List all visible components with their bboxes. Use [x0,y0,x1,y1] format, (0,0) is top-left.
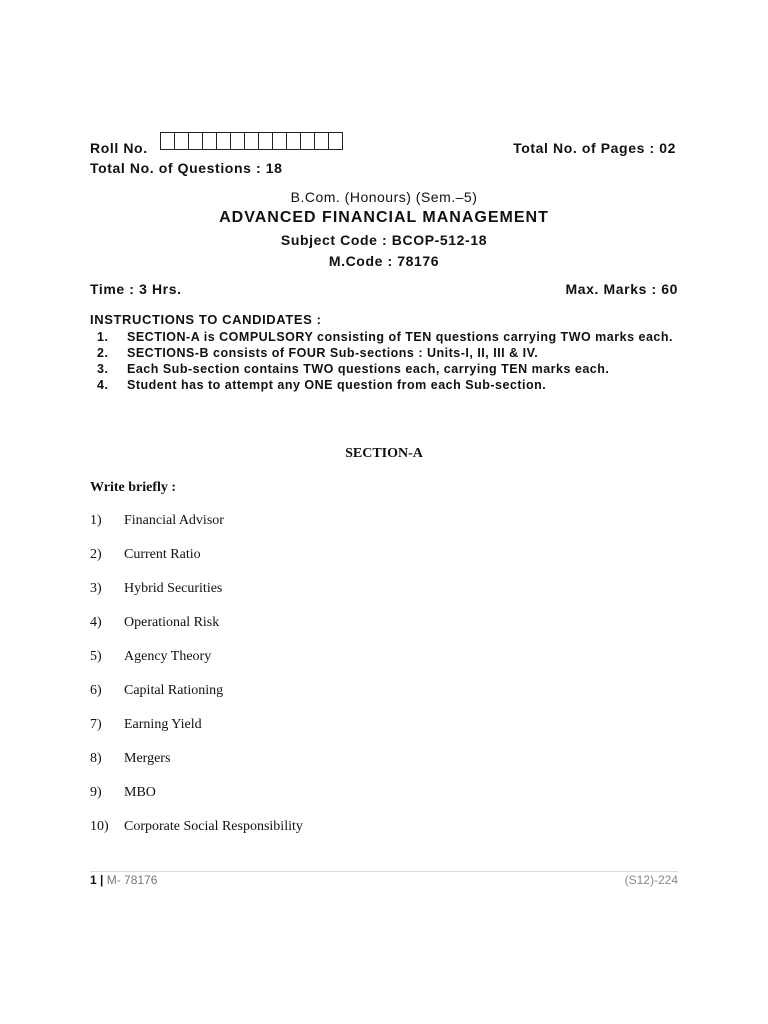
question-number: 2) [90,547,102,562]
page-number: 1 | [90,873,104,887]
instruction-text: Each Sub-section contains TWO questions each, carrying TEN marks each. [127,362,610,376]
section-a-subheading: Write briefly : [90,480,177,495]
roll-number-box[interactable] [258,132,273,150]
instruction-item [97,346,679,361]
total-questions: Total No. of Questions : 18 [90,160,283,176]
instruction-item [97,330,679,345]
question-item [90,615,303,649]
roll-number-box[interactable] [286,132,301,150]
question-text: Corporate Social Responsibility [124,819,303,834]
instruction-number: 3. [97,362,109,376]
section-a-heading: SECTION-A [345,446,423,461]
question-text: Current Ratio [124,547,201,562]
instruction-item [97,378,679,393]
question-text: Mergers [124,751,171,766]
roll-number-boxes[interactable] [161,132,343,150]
question-text: Financial Advisor [124,513,224,528]
instruction-number: 1. [97,330,109,344]
subject-title: ADVANCED FINANCIAL MANAGEMENT [219,209,549,226]
question-number: 4) [90,615,102,630]
question-number: 9) [90,785,102,800]
footer-code: M- 78176 [103,873,158,887]
roll-number-box[interactable] [160,132,175,150]
instruction-text: Student has to attempt any ONE question from each Sub-section. [127,378,547,392]
subject-code: Subject Code : BCOP-512-18 [280,232,488,248]
instruction-item [97,362,679,377]
footer-divider [90,871,678,872]
roll-number-box[interactable] [244,132,259,150]
question-item [90,717,303,751]
question-item [90,683,303,717]
question-number: 3) [90,581,102,596]
question-number: 1) [90,513,102,528]
instruction-text: SECTIONS-B consists of FOUR Sub-sections : Units-I, II, III & IV. [127,346,539,360]
roll-number-box[interactable] [174,132,189,150]
question-number: 7) [90,717,102,732]
roll-number-box[interactable] [314,132,329,150]
roll-number-box[interactable] [230,132,245,150]
roll-number-box[interactable] [300,132,315,150]
instruction-text: SECTION-A is COMPULSORY consisting of TEN questions carrying TWO marks each. [127,330,673,344]
question-item [90,751,303,785]
question-item [90,581,303,615]
exam-time: Time : 3 Hrs. [90,281,182,297]
m-code: M.Code : 78176 [328,253,440,269]
question-number: 6) [90,683,102,698]
question-item [90,547,303,581]
course-name: B.Com. (Honours) (Sem.–5) [290,189,478,205]
roll-number-box[interactable] [328,132,343,150]
total-pages: Total No. of Pages : 02 [513,140,676,156]
question-item [90,513,303,547]
question-number: 8) [90,751,102,766]
instructions-heading: INSTRUCTIONS TO CANDIDATES : [90,312,322,327]
question-text: Earning Yield [124,717,202,732]
roll-number-box[interactable] [272,132,287,150]
instructions-list [97,330,679,394]
roll-number-box[interactable] [202,132,217,150]
footer-reference: (S12)-224 [624,873,678,887]
footer-page-info [90,873,157,887]
question-item [90,649,303,683]
question-item [90,785,303,819]
question-item [90,819,303,853]
roll-number-box[interactable] [188,132,203,150]
question-text: Operational Risk [124,615,220,630]
question-text: MBO [124,785,156,800]
question-number: 5) [90,649,102,664]
instruction-number: 4. [97,378,109,392]
roll-number-label: Roll No. [90,140,148,156]
question-text: Capital Rationing [124,683,224,698]
question-text: Agency Theory [124,649,212,664]
instruction-number: 2. [97,346,109,360]
question-text: Hybrid Securities [124,581,223,596]
roll-number-box[interactable] [216,132,231,150]
max-marks: Max. Marks : 60 [565,281,678,297]
question-number: 10) [90,819,109,834]
question-list [90,513,303,853]
